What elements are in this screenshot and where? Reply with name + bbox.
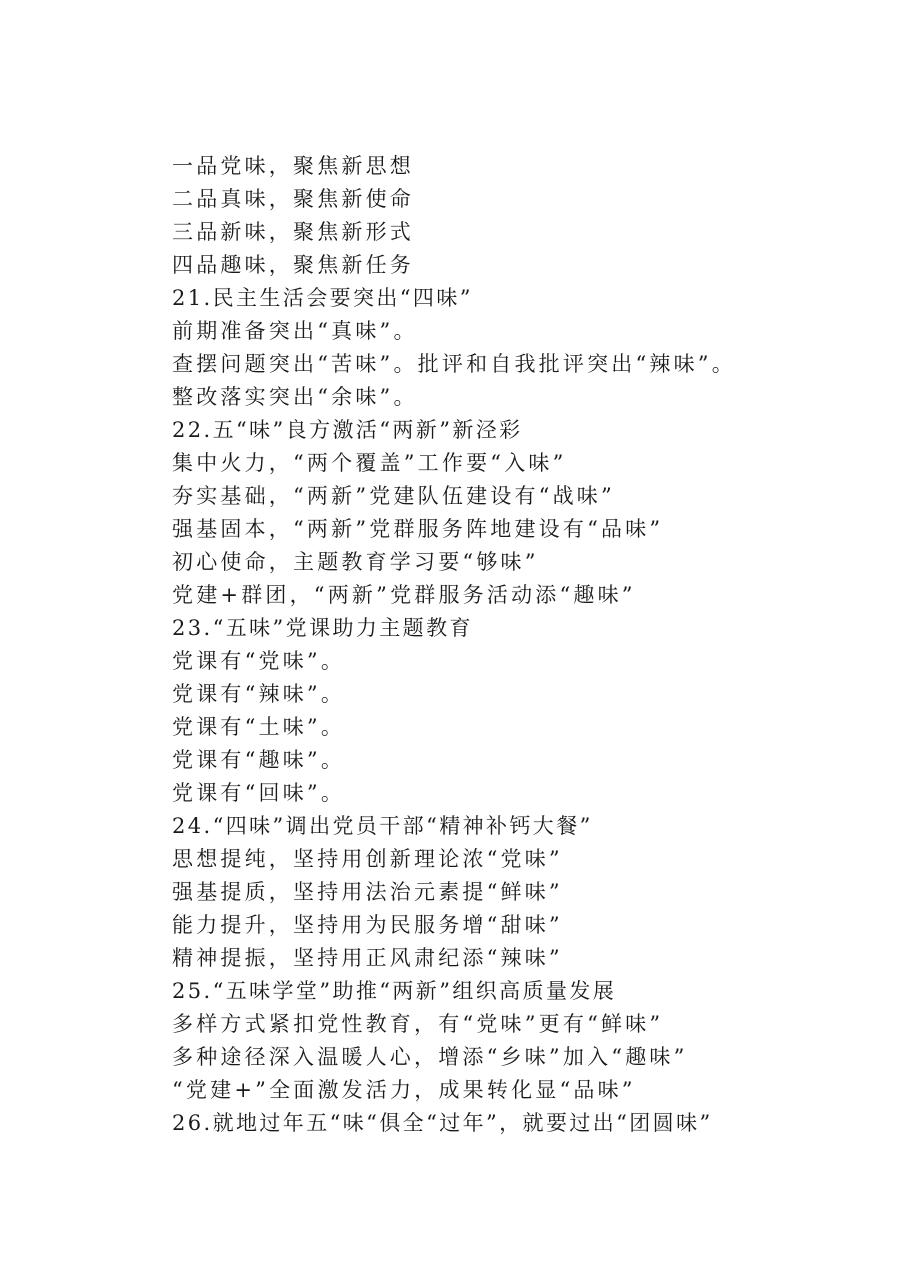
section-heading: 23.“五味”党课助力主题教育	[172, 616, 473, 640]
text-line: 能力提升，坚持用为民服务增“甜味”	[172, 913, 563, 937]
section-heading: 24.“四味”调出党员干部“精神补钙大餐”	[172, 814, 593, 838]
text-line: 一品党味，聚焦新思想	[172, 154, 414, 178]
text-line: 多种途径深入温暖人心，增添“乡味”加入“趣味”	[172, 1045, 688, 1069]
text-line: 党建+群团，“两新”党群服务活动添“趣味”	[172, 583, 636, 607]
section-heading: 26.就地过年五“味“俱全“过年”，就要过出“团圆味”	[172, 1111, 713, 1135]
text-line: 三品新味，聚焦新形式	[172, 220, 414, 244]
text-line: 前期准备突出“真味”。	[172, 319, 418, 343]
text-line: 党课有“辣味”。	[172, 682, 346, 706]
text-line: 查摆问题突出“苦味”。批评和自我批评突出“辣味”。	[172, 352, 736, 376]
text-line: 集中火力，“两个覆盖”工作要“入味”	[172, 451, 567, 475]
text-line: 党课有“趣味”。	[172, 748, 346, 772]
text-line: “党建+”全面激发活力，成果转化显“品味”	[172, 1078, 636, 1102]
text-line: 初心使命，主题教育学习要“够味”	[172, 550, 539, 574]
text-line: 党课有“回味”。	[172, 781, 346, 805]
text-line: 二品真味，聚焦新使命	[172, 187, 414, 211]
text-line: 整改落实突出“余味”。	[172, 385, 418, 409]
text-line: 夯实基础，“两新”党建队伍建设有“战味”	[172, 484, 615, 508]
text-line: 党课有“土味”。	[172, 715, 346, 739]
text-line: 党课有“党味”。	[172, 649, 346, 673]
text-line: 多样方式紧扣党性教育，有“党味”更有“鲜味”	[172, 1012, 664, 1036]
text-line: 四品趣味，聚焦新任务	[172, 253, 414, 277]
text-line: 精神提振，坚持用正风肃纪添“辣味”	[172, 946, 563, 970]
section-heading: 25.“五味学堂”助推“两新”组织高质量发展	[172, 979, 617, 1003]
section-heading: 21.民主生活会要突出“四味”	[172, 286, 473, 310]
text-line: 强基提质，坚持用法治元素提“鲜味”	[172, 880, 563, 904]
text-line: 思想提纯，坚持用创新理论浓“党味”	[172, 847, 563, 871]
section-heading: 22.五“味”良方激活“两新”新泾彩	[172, 418, 523, 442]
document-body	[172, 150, 872, 1140]
text-line: 强基固本，“两新”党群服务阵地建设有“品味”	[172, 517, 664, 541]
